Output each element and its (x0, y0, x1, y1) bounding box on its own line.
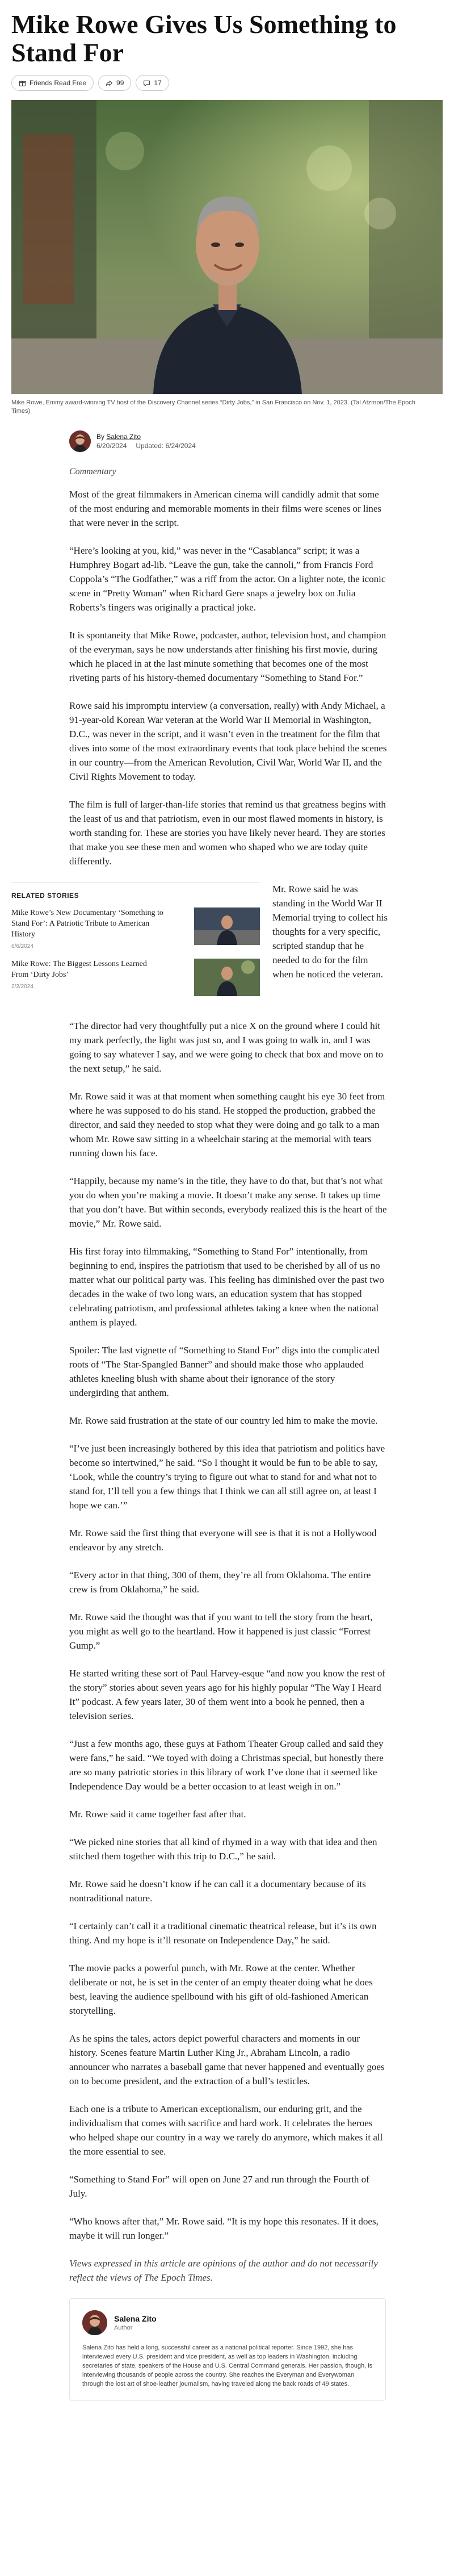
related-story-thumbnail[interactable] (194, 959, 260, 996)
paragraph: Rowe said his impromptu interview (a conversation, really) with Andy Michael, a 91-year-old Korean War veteran at the World War II Memorial in Washington, D.C., was never in the script, and it wasn’t even in the treatment for the film that dives into some of the most extraordinary events that took place behind the scenes in our country—from the American Revolution, Civil War, World War II, and the Civil Rights Movement to today. (69, 700, 387, 782)
author-card-name[interactable]: Salena Zito (114, 2314, 157, 2323)
related-story-title[interactable]: Mike Rowe: The Biggest Lessons Learned From ‘Dirty Jobs’ (11, 960, 147, 979)
paragraph: “I’ve just been increasingly bothered by this idea that patriotism and politics have become so intertwined,” he said. “So I thought it would be fun to be able to say, ‘Look, while the country’s trying to figure out what to stand for and what not to stand for, I’ll tell you a few things that I think we can all still agree on, at least I hope we can.’” (69, 1443, 385, 1511)
paragraph: “Something to Stand For” will open on June 27 and run through the Fourth of July. (69, 2174, 369, 2199)
paragraph: Mr. Rowe said it came together fast after that. (69, 1809, 246, 1820)
paragraph: “Happily, because my name’s in the title, they have to do that, but that’s not what you do when you’re making a movie. It doesn’t make any sense. It takes up time that you don’t have. But within seconds, everybody realized this is the heart of the movie,” Mr. Rowe said. (69, 1176, 387, 1229)
related-story-date: 2/2/2024 (11, 984, 33, 990)
paragraph: Mr. Rowe said the thought was that if you want to tell the story from the heart, you might as well go to the heartland. How it happened is just classic “Forrest Gump.” (69, 1612, 373, 1651)
related-heading: RELATED STORIES (11, 892, 79, 900)
paragraph: As he spins the tales, actors depict powerful characters and moments in our history. Scenes feature Martin Luther King Jr., Abraham Lincoln, a radio announcer who narrates a baseball game that never happened and eventually goes on to become president, and the extraction of a bull’s testicles. (69, 2033, 385, 2086)
author-card-bio: Salena Zito has held a long, successful career as a national political reporter. Since 1992, she has interviewed every U.S. president and vice president, as well as top leaders in Washington, including secretaries of state, speakers of the House and U.S. Central Command generals. Her passion, though, is interviewing thousands of people across the country. She reaches the Everyman and Everywoman through the lost art of shoe-leather journalism, having traveled along the back roads of 49 states. (82, 2344, 373, 2387)
paragraph: He started writing these sort of Paul Harvey-esque “and now you know the rest of the story” stories about seven years ago for his highly popular “The Way I Heard It” podcast. A few years later, 30 of them went into a book he penned, then a television series. (69, 1668, 386, 1721)
paragraph: It is spontaneity that Mike Rowe, podcaster, author, television host, and champion of the everyman, says he now understands after finishing his first movie, during which he placed in at the last minute something that becomes one of the most riveting parts of his history-themed documentary “Something to Stand For.” (69, 630, 386, 683)
article-body-a (69, 487, 387, 868)
author-link[interactable]: Salena Zito (106, 433, 141, 441)
share-icon (106, 80, 113, 87)
related-story-title[interactable]: Mike Rowe’s New Documentary ‘Something to Stand For’: A Patriotic Tribute to American History (11, 909, 163, 939)
share-button[interactable] (98, 75, 131, 91)
paragraph: Each one is a tribute to American exceptionalism, our enduring grit, and the individualism that comes with sacrifice and hard work. It celebrates the heroes who helped shape our country in a way we rarely do anymore, which makes it all the more essential to see. (69, 2104, 383, 2157)
paragraph: Most of the great filmmakers in American cinema will candidly admit that some of the most enduring and memorable moments in their films were scenes or lines that were never in the script. (69, 489, 382, 528)
paragraph: “Here’s looking at you, kid,” was never in the “Casablanca” script; it was a Humphrey Bogart ad-lib. “Leave the gun, take the cannoli,” from Francis Ford Coppola’s “The Godfather,” was a riff from the actor. On a lighter note, the iconic scene in “Pretty Woman” when Richard Gere snaps a jewelry box on Julia Roberts’s fingers was originally a practical joke. (69, 545, 386, 613)
paragraph: The film is full of larger-than-life stories that remind us that greatness begins with the least of us and that patriotism, even in our most flawed moments in history, is worth standing for. These are stories you have likely never heard. They are stories that make you see these men and women who shaped who we are today quite differently. (69, 799, 386, 867)
related-story-item[interactable] (11, 959, 260, 996)
by-prefix: By (96, 433, 105, 441)
comment-count: 17 (154, 79, 162, 87)
related-story-item[interactable] (11, 908, 260, 950)
paragraph: “Every actor in that thing, 300 of them, they’re all from Oklahoma. The entire crew is from Oklahoma,” he said. (69, 1570, 371, 1595)
article-body-b (69, 1019, 387, 2285)
updated-date: 6/24/2024 (165, 442, 196, 450)
related-section (11, 882, 389, 1005)
paragraph: Mr. Rowe said it was at that moment when something caught his eye 30 feet from where he was supposed to do his stand. He stopped the production, grabbed the director, and said they needed to stop what they were doing and go talk to a man whom Mr. Rowe saw sitting in a wheelchair staring at the memorial with tears running down his face. (69, 1091, 385, 1159)
author-card-avatar[interactable] (82, 2310, 107, 2335)
byline (69, 430, 454, 452)
author-card (69, 2298, 386, 2401)
related-story-thumbnail[interactable] (194, 908, 260, 945)
article-actions (0, 67, 454, 91)
paragraph: Mr. Rowe said he doesn’t know if he can call it a documentary because of its nontraditional nature. (69, 1879, 366, 1904)
paragraph: “We picked nine stories that all kind of rhymed in a way with that idea and then stitched them together with this trip to D.C.,” he said. (69, 1837, 377, 1862)
section-label: Commentary (69, 467, 116, 476)
paragraph: Spoiler: The last vignette of “Something to Stand For” digs into the complicated roots of “The Star-Spangled Banner” and should make those who applauded athletes kneeling blush with shame about their ignorance of the story undergirding that anthem. (69, 1345, 380, 1398)
hero-image (11, 100, 443, 394)
paragraph: Mr. Rowe said frustration at the state of our country led him to make the movie. (69, 1415, 378, 1426)
byline-text (96, 432, 196, 450)
opinion-disclaimer: Views expressed in this article are opinions of the author and do not necessarily reflect the views of The Epoch Times. (69, 2258, 378, 2283)
paragraph: The movie packs a powerful punch, with Mr. Rowe at the center. Whether deliberate or not, he is set in the center of an empty theater doing what he does best, leaving the audience spellbound with his gift of old-fashioned American storytelling. (69, 1963, 373, 2016)
hero-caption: Mike Rowe, Emmy award-winning TV host of the Discovery Channel series “Dirty Jobs,” in San Francisco on Nov. 1, 2023. (Tal Atzmon/The Epoch Times) (11, 399, 415, 415)
author-avatar[interactable] (69, 430, 91, 452)
friends-read-free-label: Friends Read Free (30, 79, 87, 87)
comment-icon (143, 80, 150, 87)
paragraph: “I certainly can’t call it a traditional cinematic theatrical release, but it’s its own thing. And my hope is it’ll resonate on Independence Day,” he said. (69, 1921, 377, 1946)
friends-read-free-button[interactable] (11, 75, 94, 91)
article-title: Mike Rowe Gives Us Something to Stand For (11, 10, 397, 67)
paragraph: “Who knows after that,” Mr. Rowe said. “It is my hope this resonates. If it does, maybe it will run longer.” (69, 2216, 379, 2241)
author-card-role: Author (114, 2324, 133, 2331)
updated-label: Updated: (136, 442, 164, 450)
paragraph: Mr. Rowe said he was standing in the World War II Memorial trying to collect his thoughts for a very specific, scripted standup that he needed to do for the film when he noticed the veteran. (272, 884, 388, 980)
published-date: 6/20/2024 (96, 442, 127, 450)
paragraph: Mr. Rowe said the first thing that everyone will see is that it is not a Hollywood endeavor by any stretch. (69, 1528, 377, 1553)
share-count: 99 (116, 79, 124, 87)
comments-button[interactable] (136, 75, 169, 91)
gift-icon (19, 80, 26, 87)
paragraph: “Just a few months ago, these guys at Fathom Theater Group called and said they were fans,” he said. “We toyed with doing a Christmas special, but honestly there are so many patriotic stories in this library of work I’ve done that it seemed like Independence Day would be a better occasion to at least weigh in on.” (69, 1738, 384, 1792)
related-story-date: 6/6/2024 (11, 943, 33, 950)
paragraph: “The director had very thoughtfully put a nice X on the ground where I could hit my mark perfectly, the light was just so, and I was going to walk in, and I was going to say whatever I say, and we were going to check that box and move on to the next setup,” he said. (69, 1021, 384, 1074)
paragraph: His first foray into filmmaking, “Something to Stand For” intentionally, from beginning to end, inspires the patriotism that used to be cherished by all of us no matter what our political party was. This feeling has diminished over the past two decades in the wake of two long wars, an education system that has stopped celebrating patriotism, and professional athletes taking a knee when the national anthem is played. (69, 1246, 384, 1328)
related-stories (11, 882, 260, 1005)
